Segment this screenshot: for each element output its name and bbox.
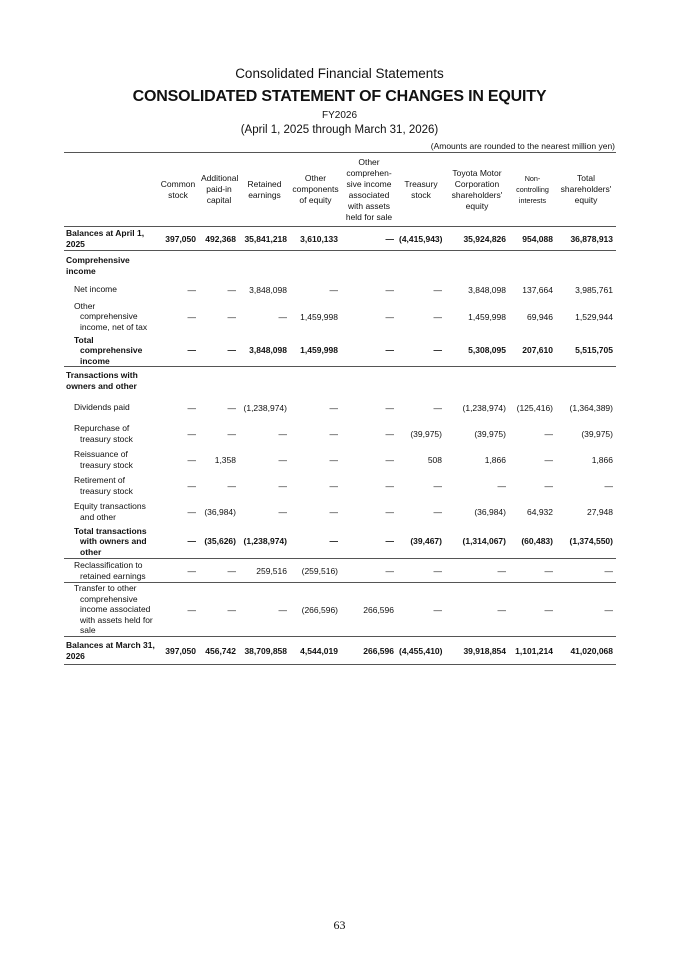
table-row (64, 583, 616, 637)
table-cell (445, 367, 509, 395)
col-header-retained-earnings: Retained earnings (239, 153, 290, 227)
table-row (64, 395, 616, 421)
header-row (64, 153, 616, 227)
table-cell: 1,459,998 (300, 345, 338, 356)
table-cell: (1,238,974) (243, 536, 287, 547)
table-cell: 397,050 (157, 637, 199, 665)
col-header-non-controlling: Non-controlling interests (509, 153, 556, 227)
table-cell: — (157, 583, 199, 637)
col-header-common-stock: Common stock (157, 153, 199, 227)
table-cell: — (187, 284, 196, 295)
col-header-additional-paid-in-capital: Additional paid-in capital (199, 153, 239, 227)
table-cell: — (341, 227, 397, 251)
table-cell: (1,314,067) (462, 536, 506, 547)
header-blank (64, 153, 157, 227)
table-cell: — (278, 480, 287, 491)
table-cell: — (227, 311, 236, 322)
table-cell: — (187, 428, 196, 439)
table-cell: — (385, 428, 394, 439)
table-cell: — (556, 583, 616, 637)
table-cell: (1,374,550) (569, 536, 613, 547)
table-cell: — (397, 559, 445, 583)
table-row (64, 299, 616, 335)
table-cell: 36,878,913 (556, 227, 616, 251)
table-cell: — (187, 536, 196, 547)
table-cell: (39,975) (410, 428, 442, 439)
document-title: CONSOLIDATED STATEMENT OF CHANGES IN EQUITY (132, 88, 547, 105)
table-cell (397, 251, 445, 281)
table-cell: 41,020,068 (556, 637, 616, 665)
table-cell: — (329, 402, 338, 413)
table-row (64, 525, 616, 559)
table-cell: — (329, 454, 338, 465)
table-cell: — (227, 428, 236, 439)
table-cell: — (187, 506, 196, 517)
row-label: Retirement of treasury stock (74, 475, 133, 496)
table-cell: — (227, 345, 236, 356)
table-cell: — (385, 480, 394, 491)
table-cell: 508 (427, 454, 442, 465)
table-row (64, 473, 616, 499)
table-cell: — (385, 536, 394, 547)
row-label: Balances at April 1, 2025 (64, 227, 157, 251)
table-cell: 954,088 (509, 227, 556, 251)
col-header-total-equity: Total shareholders' equity (556, 153, 616, 227)
table-cell: 35,924,826 (445, 227, 509, 251)
table-cell: 3,848,098 (249, 345, 287, 356)
table-cell: — (556, 559, 616, 583)
table-row (64, 421, 616, 447)
table-cell: 69,946 (527, 311, 553, 322)
table-cell: — (199, 559, 239, 583)
table-cell (509, 251, 556, 281)
table-cell: — (544, 454, 553, 465)
col-header-treasury-stock: Treasury stock (397, 153, 445, 227)
row-label: Dividends paid (74, 402, 130, 413)
table-cell: 266,596 (341, 583, 397, 637)
table-cell: 1,358 (214, 454, 236, 465)
table-cell: — (239, 583, 290, 637)
table-cell: 39,918,854 (445, 637, 509, 665)
table-cell (556, 367, 616, 395)
table-cell: 3,848,098 (468, 284, 506, 295)
table-cell (199, 251, 239, 281)
table-cell: — (544, 428, 553, 439)
table-cell: — (433, 506, 442, 517)
table-cell: 259,516 (239, 559, 290, 583)
row-label: Comprehensive income (64, 251, 157, 281)
table-cell: — (227, 480, 236, 491)
table-cell: — (509, 583, 556, 637)
table-cell: — (187, 311, 196, 322)
table-cell: (1,238,974) (243, 402, 287, 413)
table-cell: — (187, 345, 196, 356)
col-header-tmc-shareholders-equity: Toyota Motor Corporation shareholders' equity (445, 153, 509, 227)
rounding-note: (Amounts are rounded to the nearest million yen) (430, 141, 615, 151)
table-cell (397, 367, 445, 395)
table-cell: — (385, 284, 394, 295)
table-cell: (4,455,410) (397, 637, 445, 665)
table-cell: (4,415,943) (397, 227, 445, 251)
table-row (64, 559, 616, 583)
table-cell: — (385, 345, 394, 356)
table-cell: — (278, 428, 287, 439)
table-cell (239, 251, 290, 281)
table-row (64, 281, 616, 299)
table-cell (239, 367, 290, 395)
table-cell: 64,932 (527, 506, 553, 517)
table-row (64, 367, 616, 395)
table-cell: — (397, 583, 445, 637)
table-cell: 1,101,214 (509, 637, 556, 665)
table-cell: 38,709,858 (239, 637, 290, 665)
table-cell: 1,459,998 (468, 311, 506, 322)
table-cell: — (278, 506, 287, 517)
table-cell: 1,529,944 (575, 311, 613, 322)
table-row (64, 447, 616, 473)
table-cell: — (433, 402, 442, 413)
table-cell: (266,596) (290, 583, 341, 637)
table-cell: (125,416) (516, 402, 553, 413)
table-cell: — (227, 402, 236, 413)
table-cell (157, 251, 199, 281)
table-cell (290, 251, 341, 281)
table-cell: — (509, 559, 556, 583)
table-cell: — (433, 284, 442, 295)
row-label: Net income (74, 284, 117, 295)
table-cell: (35,626) (204, 536, 236, 547)
table-cell (509, 367, 556, 395)
table-cell (556, 251, 616, 281)
table-cell: (1,238,974) (462, 402, 506, 413)
table-cell: 1,459,998 (300, 311, 338, 322)
col-header-oci-held-for-sale: Other comprehen-sive income associated with assets held for sale (341, 153, 397, 227)
table-cell (290, 367, 341, 395)
table-cell: — (544, 480, 553, 491)
table-cell: 1,866 (484, 454, 506, 465)
table-cell: (39,975) (581, 428, 613, 439)
table-cell: — (385, 454, 394, 465)
table-row (64, 251, 616, 281)
table-cell: — (433, 345, 442, 356)
table-cell: 5,515,705 (575, 345, 613, 356)
table-cell: (1,364,389) (569, 402, 613, 413)
table-cell: (36,984) (204, 506, 236, 517)
table-cell: — (329, 480, 338, 491)
row-label: Reclassification to retained earnings (64, 559, 157, 583)
table-cell: — (199, 583, 239, 637)
table-cell: — (329, 284, 338, 295)
table-cell: (259,516) (290, 559, 341, 583)
table-cell: 5,308,095 (468, 345, 506, 356)
table-row (64, 637, 616, 665)
row-label: Other comprehensive income, net of tax (74, 300, 148, 332)
table-cell: — (187, 480, 196, 491)
table-cell: 27,948 (587, 506, 613, 517)
table-cell: 456,742 (199, 637, 239, 665)
equity-table (64, 152, 616, 665)
table-row (64, 335, 616, 367)
row-label: Transactions with owners and other (64, 367, 157, 395)
table-cell: — (433, 311, 442, 322)
table-cell: — (278, 454, 287, 465)
row-label: Transfer to other comprehensive income associated with assets held for sale (64, 583, 157, 637)
row-label: Equity transactions and other (74, 501, 146, 522)
table-cell: — (385, 506, 394, 517)
table-cell: 4,544,019 (290, 637, 341, 665)
table-cell: (36,984) (474, 506, 506, 517)
col-header-other-components: Other components of equity (290, 153, 341, 227)
table-cell: 3,985,761 (575, 284, 613, 295)
table-cell: 266,596 (341, 637, 397, 665)
table-cell: — (187, 454, 196, 465)
row-label: Reissuance of treasury stock (74, 449, 133, 470)
table-cell: 3,610,133 (290, 227, 341, 251)
page-number: 63 (333, 918, 346, 932)
table-cell: (39,467) (410, 536, 442, 547)
table-cell: — (497, 480, 506, 491)
table-cell: — (329, 428, 338, 439)
table-cell: — (278, 311, 287, 322)
table-cell (341, 367, 397, 395)
table-body (64, 227, 616, 665)
table-cell: — (385, 311, 394, 322)
fiscal-year: FY2026 (321, 110, 358, 121)
table-row (64, 499, 616, 525)
table-cell: 1,866 (591, 454, 613, 465)
table-cell: — (329, 506, 338, 517)
table-cell: — (604, 480, 613, 491)
table-row (64, 227, 616, 251)
table-cell: 35,841,218 (239, 227, 290, 251)
table-cell (445, 251, 509, 281)
row-label: Repurchase of treasury stock (74, 423, 133, 444)
row-label: Total comprehensive income (74, 334, 143, 366)
table-cell: (60,483) (521, 536, 553, 547)
table-cell: — (341, 559, 397, 583)
table-cell: — (445, 559, 509, 583)
table-cell: — (385, 402, 394, 413)
table-cell: — (187, 402, 196, 413)
table-cell: 3,848,098 (249, 284, 287, 295)
table-cell: 397,050 (157, 227, 199, 251)
table-cell: — (445, 583, 509, 637)
reporting-period: (April 1, 2025 through March 31, 2026) (240, 124, 439, 136)
table-cell: — (433, 480, 442, 491)
table-cell (341, 251, 397, 281)
row-label: Balances at March 31, 2026 (64, 637, 157, 665)
table-cell: — (157, 559, 199, 583)
table-cell: (39,975) (474, 428, 506, 439)
table-cell: — (329, 536, 338, 547)
row-label: Total transactions with owners and other (74, 525, 147, 557)
table-cell (157, 367, 199, 395)
document-supertitle: Consolidated Financial Statements (235, 66, 444, 81)
table-cell: 137,664 (522, 284, 553, 295)
table-cell (199, 367, 239, 395)
table-cell: 207,610 (522, 345, 553, 356)
table-cell: — (227, 284, 236, 295)
table-cell: 492,368 (199, 227, 239, 251)
